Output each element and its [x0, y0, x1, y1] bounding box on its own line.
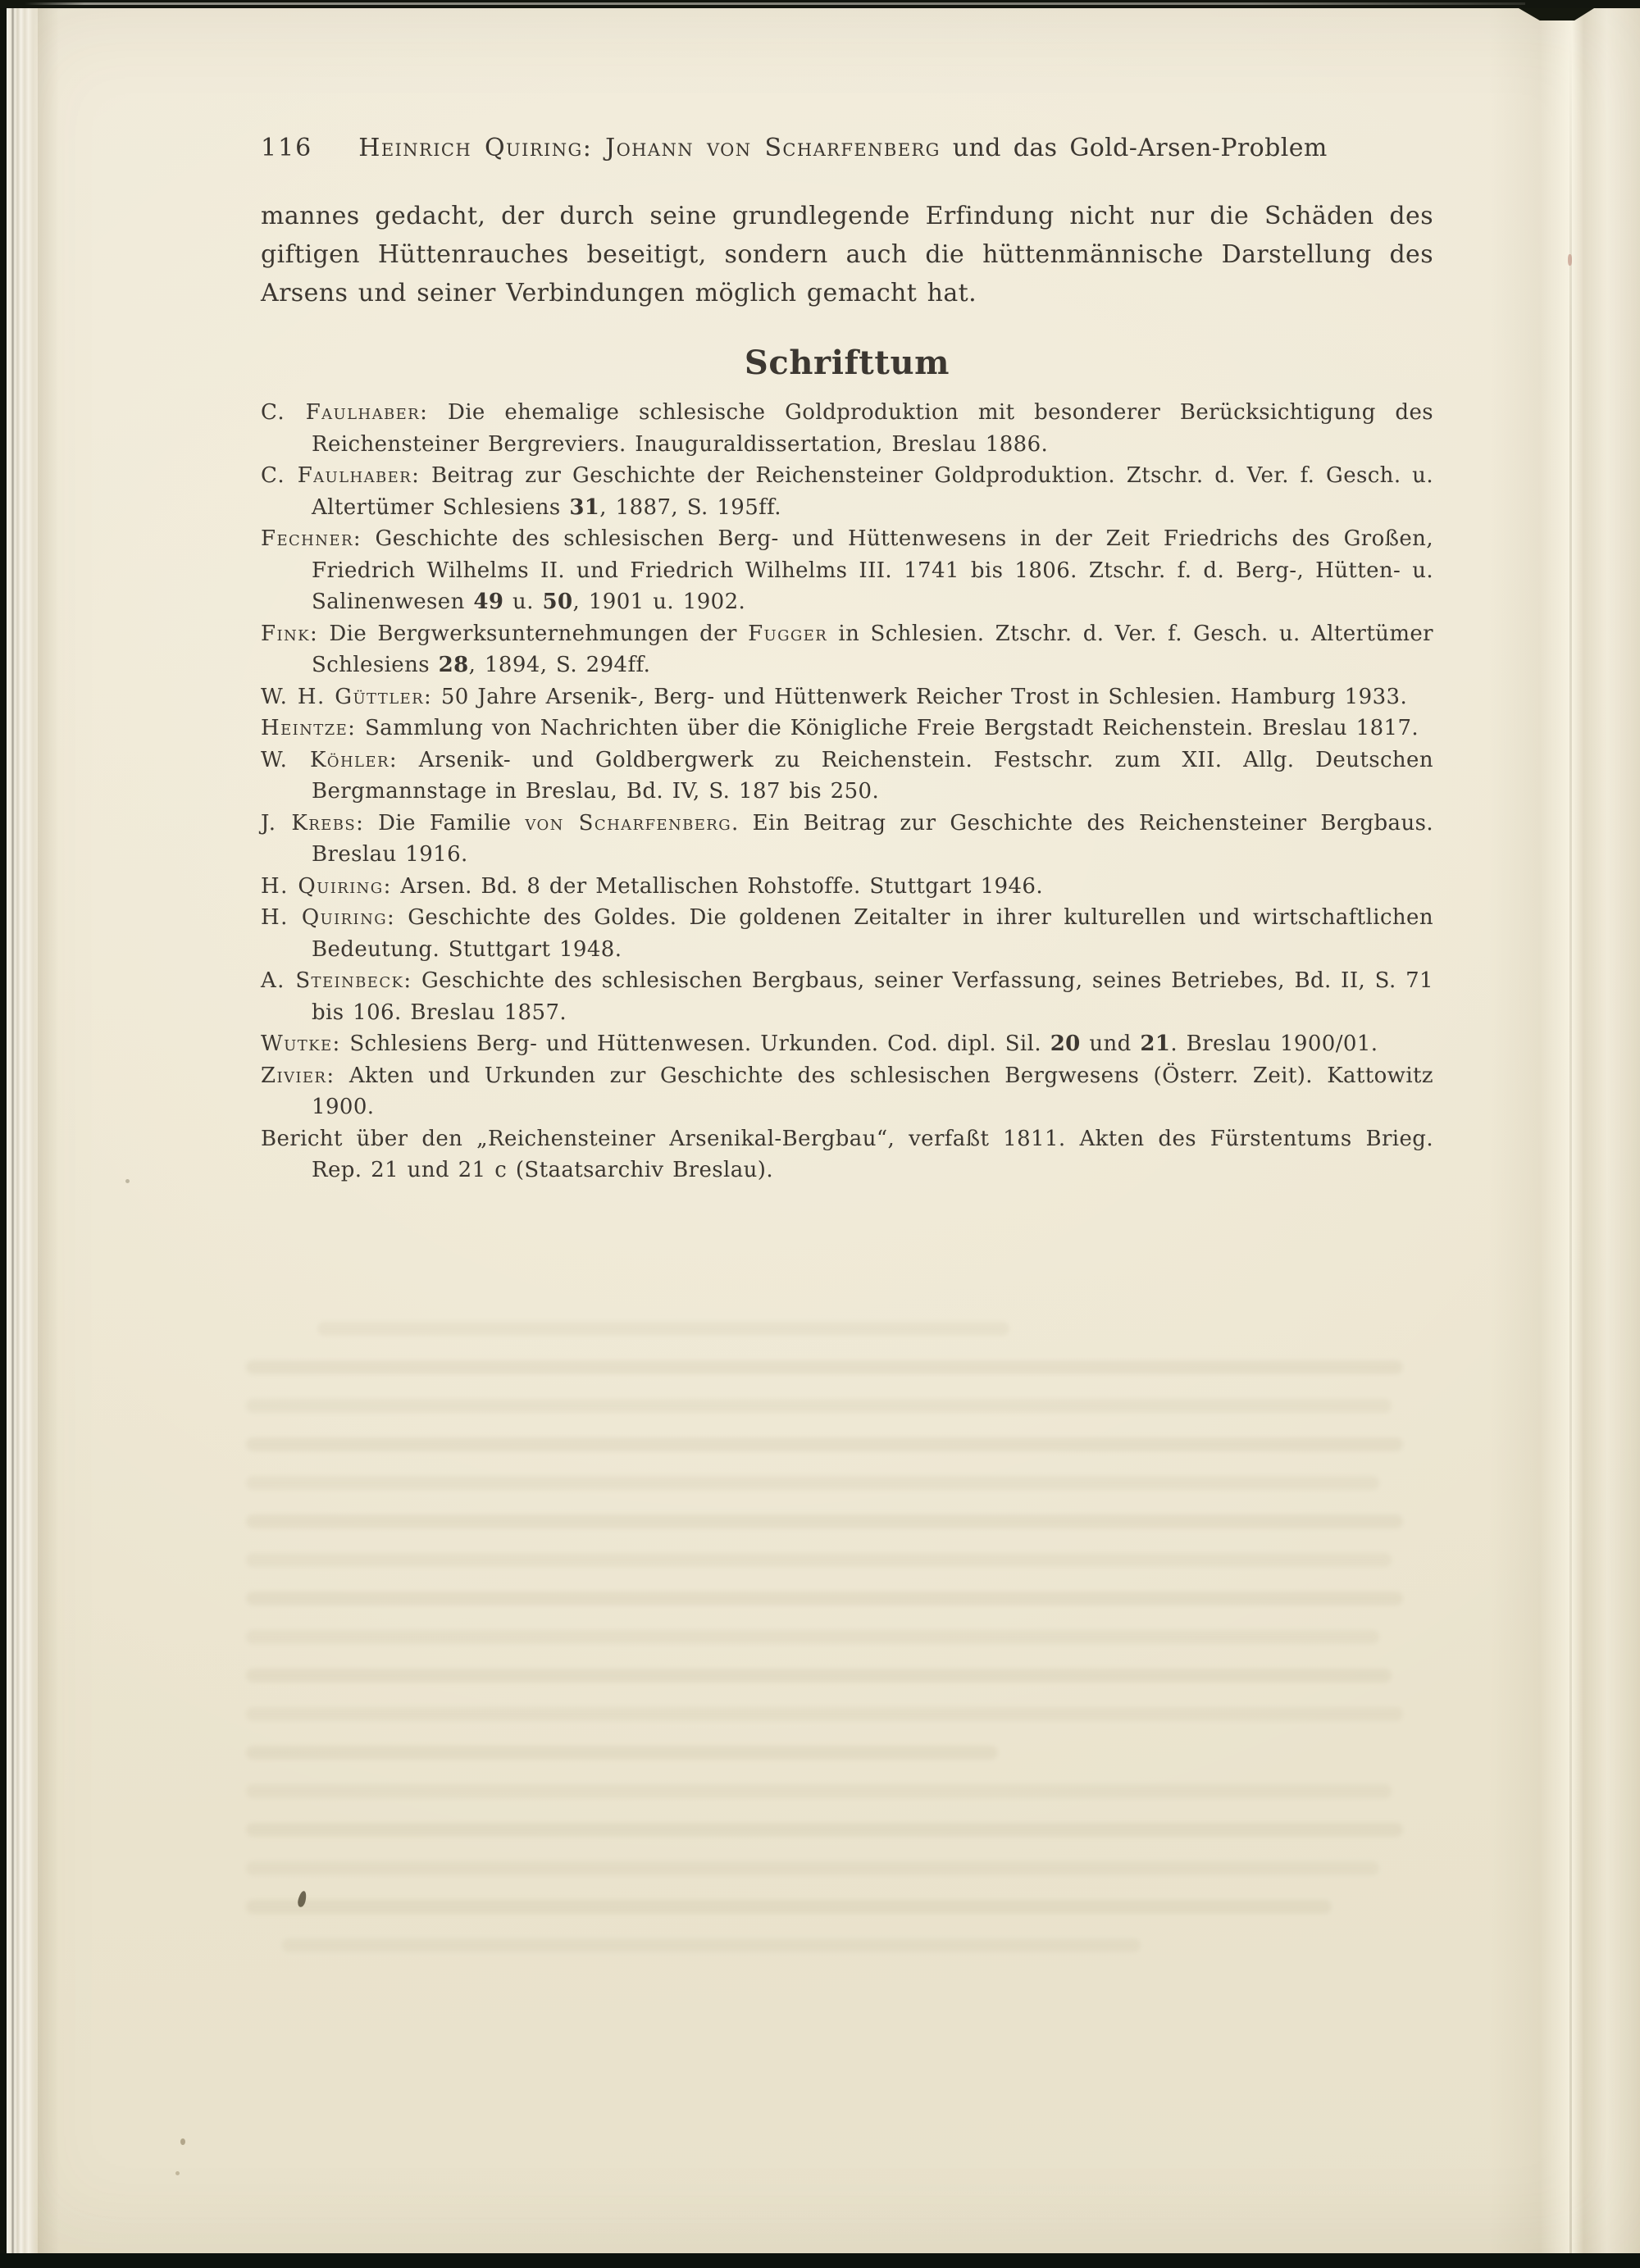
ghost-text-line — [246, 1514, 1403, 1528]
bibliography-entry: Bericht über den „Reichensteiner Arsenikal-Bergbau“, verfaßt 1811. Akten des Fürstentums Brieg. Rep. 21 und 21 c (Staatsarchiv Breslau). — [261, 1126, 1433, 1182]
paper-speck — [180, 2138, 185, 2145]
ghost-text-line — [246, 1553, 1392, 1567]
page-edge-highlight — [25, 2, 1525, 5]
paper-speck — [125, 1179, 130, 1183]
ghost-text-line — [246, 1669, 1392, 1683]
section-heading: Schrifttum — [744, 344, 950, 382]
page-stack-shadow — [38, 8, 59, 2253]
ghost-text-line — [246, 1476, 1379, 1490]
bibliography-entry: Fink: Die Bergwerksunternehmungen der Fugger in Schlesien. Ztschr. d. Ver. f. Gesch. u. Altertümer Schlesiens 28, 1894, S. 294ff. — [261, 621, 1433, 677]
bibliography-entry: Wutke: Schlesiens Berg- und Hüttenwesen. Urkunden. Cod. dipl. Sil. 20 und 21. Breslau 1900/01. — [261, 1032, 1378, 1056]
scanner-background-bottom — [0, 2253, 1640, 2268]
intro-paragraph: mannes gedacht, der durch seine grundlegende Erfindung nicht nur die Schäden des giftigen Hüttenrauches beseitigt, sondern auch die hüttenmännische Darstellung des Arsens und seiner Verbindungen möglich gemacht hat. — [261, 202, 1433, 307]
bibliography-entry: C. Faulhaber: Die ehemalige schlesische Goldproduktion mit besonderer Berücksichtigung des Reichensteiner Bergreviers. Inauguraldissertation, Breslau 1886. — [261, 400, 1434, 457]
ghost-text-line — [246, 1823, 1403, 1837]
page-number: 116 — [261, 134, 313, 162]
ghost-text-line — [246, 1630, 1379, 1644]
ghost-text-line — [246, 1784, 1392, 1798]
bibliography-entry: Zivier: Akten und Urkunden zur Geschichte des schlesischen Bergwesens (Österr. Zeit). Kattowitz 1900. — [261, 1063, 1433, 1119]
ghost-text-line — [246, 1707, 1403, 1721]
bibliography-entry: C. Faulhaber: Beitrag zur Geschichte der Reichensteiner Goldproduktion. Ztschr. d. Ver. f. Gesch. u. Altertümer Schlesiens 31, 1887, S. 195ff. — [261, 463, 1433, 520]
bibliography-entry: W. H. Güttler: 50 Jahre Arsenik-, Berg- und Hüttenwerk Reicher Trost in Schlesien. Hamburg 1933. — [261, 684, 1408, 709]
bibliography-entry: Heintze: Sammlung von Nachrichten über die Königliche Freie Bergstadt Reichenstein. Breslau 1817. — [261, 716, 1419, 740]
bibliography-entry: Fechner: Geschichte des schlesischen Berg- und Hüttenwesens in der Zeit Friedrichs des Großen, Friedrich Wilhelms II. und Friedrich Wilhelms III. 1741 bis 1806. Ztschr. f. d. Berg-, Hütten- u. Salinenwesen 49 u. 50, 1901 u. 1902. — [261, 526, 1433, 614]
crease-line — [1569, 25, 1572, 2253]
bibliography-entry: J. Krebs: Die Familie von Scharfenberg. Ein Beitrag zur Geschichte des Reichensteiner Bergbaus. Breslau 1916. — [261, 810, 1433, 867]
scanner-background-top — [0, 0, 1640, 8]
ghost-text-line — [246, 1746, 998, 1760]
fold-highlight — [1488, 8, 1640, 2253]
ghost-text-line — [246, 1437, 1403, 1451]
running-header — [261, 134, 1433, 162]
ghost-text-line — [282, 1938, 1141, 1952]
bibliography-entry: H. Quiring: Arsen. Bd. 8 der Metallischen Rohstoffe. Stuttgart 1946. — [261, 873, 1043, 899]
paper — [7, 8, 1640, 2253]
paper-speck — [175, 2171, 180, 2175]
ghost-text-line — [317, 1322, 1009, 1336]
ghost-text-line — [246, 1399, 1392, 1413]
ghost-text-block — [246, 1322, 1439, 1977]
ghost-text-line — [246, 1360, 1403, 1374]
bibliography-entry: W. Köhler: Arsenik- und Goldbergwerk zu Reichenstein. Festschr. zum XII. Allg. Deutschen Bergmannstage in Breslau, Bd. IV, S. 187 bis 250. — [261, 747, 1433, 804]
ghost-text-line — [246, 1861, 1379, 1875]
crease-nick — [1568, 254, 1572, 266]
bibliography-entry: A. Steinbeck: Geschichte des schlesischen Bergbaus, seiner Verfassung, seines Betriebes, Bd. II, S. 71 bis 106. Breslau 1857. — [261, 968, 1433, 1025]
running-title: Heinrich Quiring: Johann von Scharfenberg und das Gold-Arsen-Problem — [358, 134, 1328, 162]
ghost-text-line — [246, 1900, 1332, 1914]
bibliography-list — [261, 397, 1433, 1186]
ghost-text-line — [246, 1592, 1403, 1605]
bibliography-entry: H. Quiring: Geschichte des Goldes. Die goldenen Zeitalter in ihrer kulturellen und wirtschaftlichen Bedeutung. Stuttgart 1948. — [261, 905, 1433, 962]
page-stack-edge — [7, 8, 38, 2253]
